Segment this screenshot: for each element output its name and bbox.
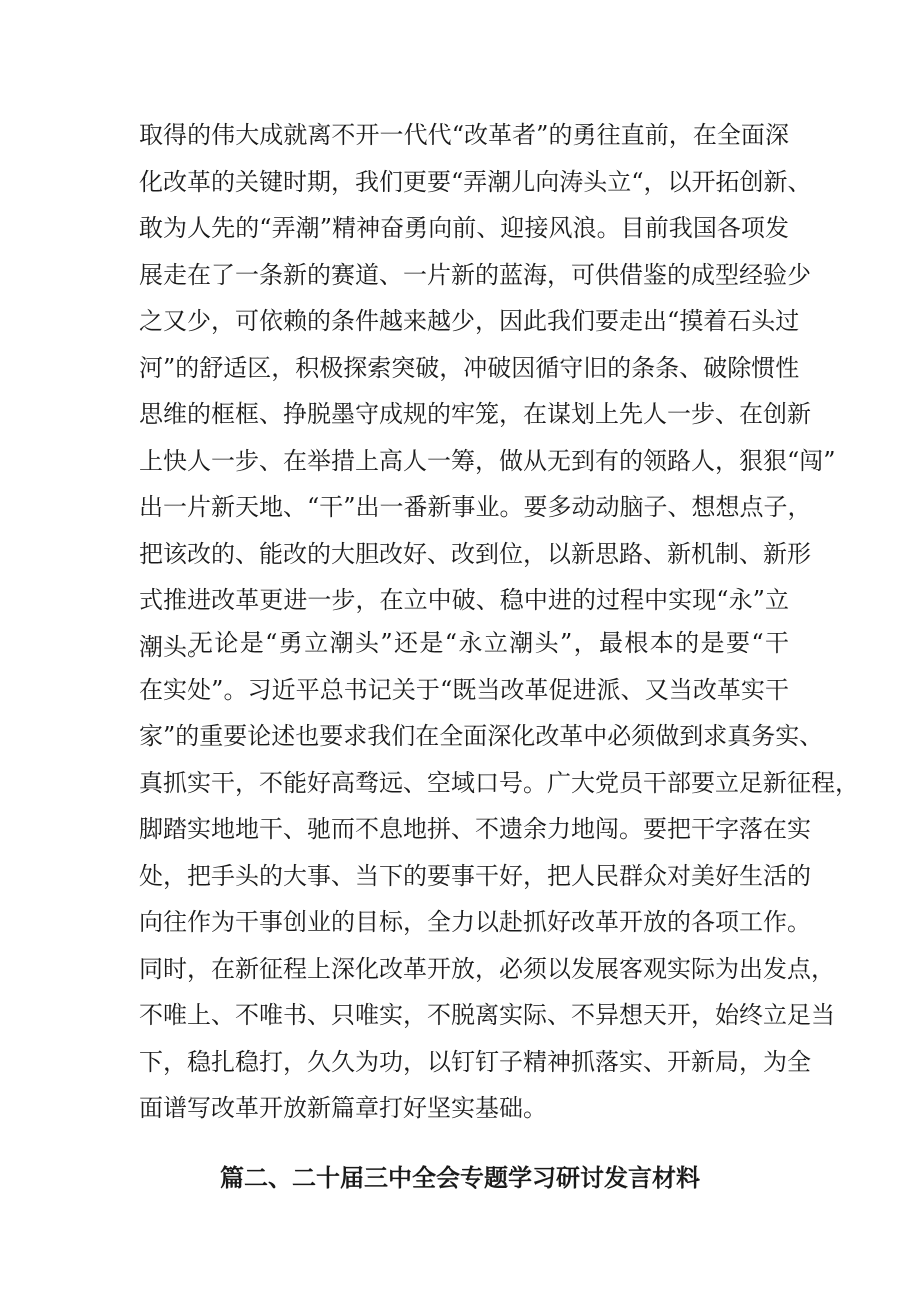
text-line: 展走在了一条新的赛道、一片新的蓝海，可供借鉴的成型经验少 — [139, 260, 811, 289]
paragraph-2 — [139, 620, 859, 1132]
text-line: 之又少，可依赖的条件越来越少，因此我们要走出“摸着石头过 — [139, 307, 800, 335]
text-line: 敢为人先的“弄潮”精神奋勇向前、迎接风浪。目前我国各项发 — [139, 214, 789, 242]
text-line: 在实处”。习近平总书记关于“既当改革促进派、又当改革实干 — [139, 675, 789, 704]
text-line: 化改革的关键时期，我们更要“弄潮儿向涛头立“，以开拓创新、 — [139, 167, 812, 196]
text-line: 同时，在新征程上深化改革开放，必须以发展客观实际为出发点， — [139, 954, 835, 983]
text-line: 下，稳扎稳打，久久为功，以钉钉子精神抓落实、开新局，为全 — [139, 1047, 811, 1076]
text-line: 无论是“勇立潮头”还是“永立潮头”，最根本的是要“干 — [189, 629, 789, 657]
text-line: 面谱写改革开放新篇章打好坚实基础。 — [139, 1094, 547, 1122]
text-line: 取得的伟大成就离不开一代代“改革者”的勇往直前，在全面深 — [139, 121, 789, 149]
text-line: 出一片新天地、“干”出一番新事业。要多动动脑子、想想点子， — [139, 493, 812, 521]
text-line: 上快人一步、在举措上高人一筹，做从无到有的领路人，狠狠“闯” — [139, 446, 836, 475]
section-heading: 篇二、二十届三中全会专题学习研讨发言材料 — [220, 1164, 700, 1192]
text-line: 式推进改革更进一步，在立中破、稳中进的过程中实现“永”立 — [139, 586, 789, 614]
text-line: 向往作为干事创业的目标，全力以赴抓好改革开放的各项工作。 — [139, 908, 811, 936]
text-line: 处，把手头的大事、当下的要事干好，把人民群众对美好生活的 — [139, 861, 811, 890]
paragraph-1 — [139, 112, 836, 670]
text-line: 把该改的、能改的大胆改好、改到位，以新思路、新机制、新形 — [139, 539, 811, 568]
text-line: 真抓实干，不能好高骛远、空域口号。广大党员干部要立足新征程， — [139, 768, 859, 797]
text-line: 家”的重要论述也要求我们在全面深化改革中必须做到求真务实、 — [139, 722, 824, 750]
text-line: 脚踏实地地干、驰而不息地拼、不遗余力地闯。要把干字落在实 — [139, 815, 811, 843]
text-line: 不唯上、不唯书、只唯实，不脱离实际、不异想天开，始终立足当 — [139, 1001, 835, 1029]
text-line: 河”的舒适区，积极探索突破，冲破因循守旧的条条、破除惯性 — [139, 353, 800, 382]
text-line: 潮头。 — [139, 632, 211, 661]
text-line: 思维的框框、挣脱墨守成规的牢笼，在谋划上先人一步、在创新 — [139, 400, 811, 428]
